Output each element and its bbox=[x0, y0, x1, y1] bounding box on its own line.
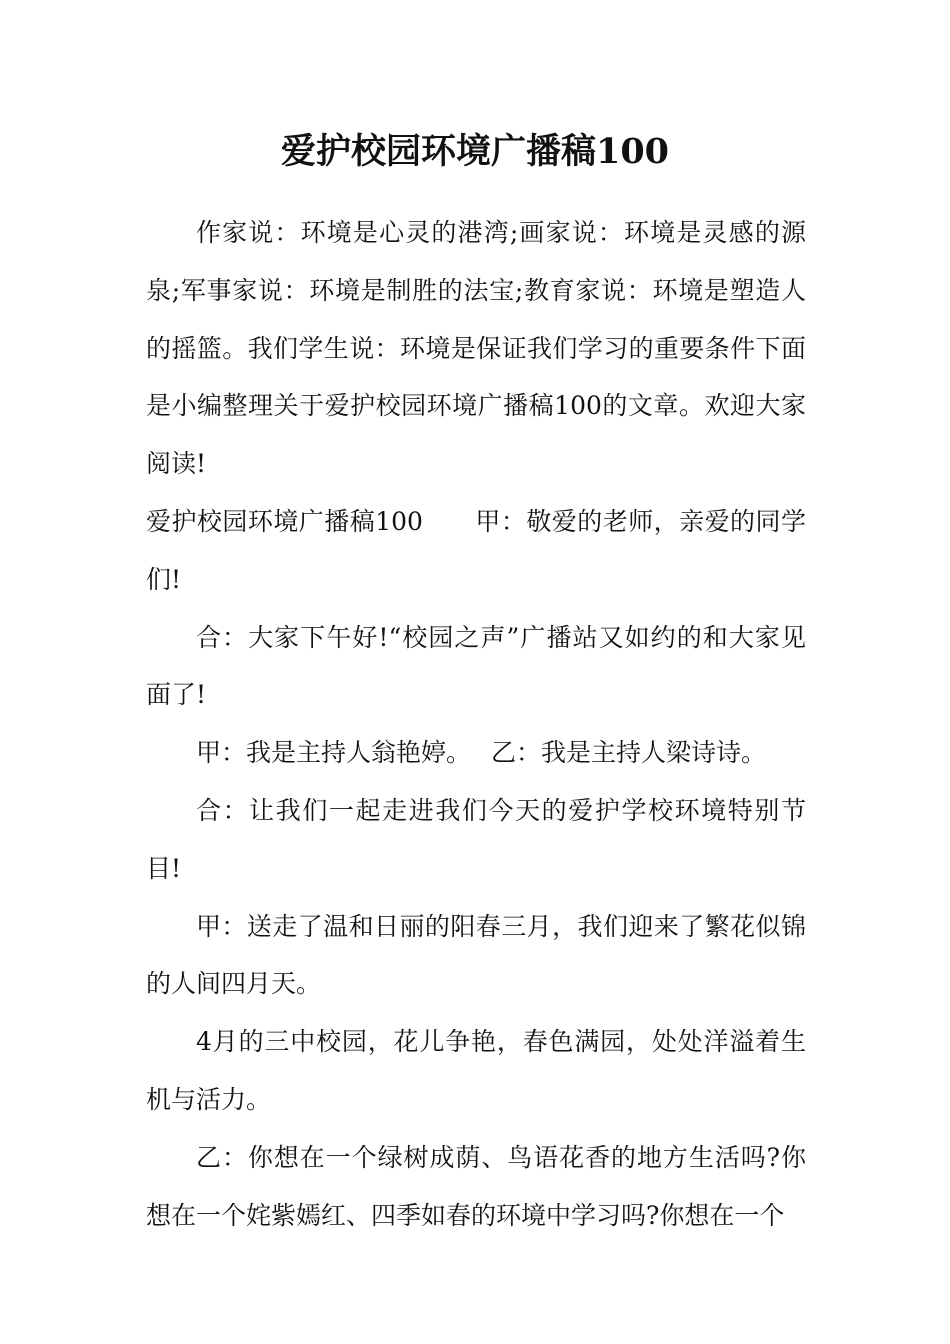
host-a-text: 甲：我是主持人翁艳婷。 bbox=[196, 738, 472, 768]
section-subheading: 爱护校园环境广播稿100 bbox=[146, 506, 423, 536]
paragraph-welcome: 合：大家下午好!“校园之声”广播站又如约的和大家见面了! bbox=[146, 622, 806, 710]
paragraph-questions: 乙：你想在一个绿树成荫、鸟语花香的地方生活吗?你想在一个姹紫嫣红、四季如春的环境中学习吗?你想在一个 bbox=[146, 1142, 806, 1230]
paragraph-spring: 甲：送走了温和日丽的阳春三月，我们迎来了繁花似锦的人间四月天。 bbox=[146, 911, 806, 999]
paragraph-heading-line bbox=[146, 493, 806, 609]
paragraph-program: 合：让我们一起走进我们今天的爱护学校环境特别节目! bbox=[146, 795, 806, 883]
paragraph-intro: 作家说：环境是心灵的港湾;画家说：环境是灵感的源泉;军事家说：环境是制胜的法宝;教育家说：环境是塑造人的摇篮。我们学生说：环境是保证我们学习的重要条件下面是小编整理关于爱护校园环境广播稿100的文章。欢迎大家阅读! bbox=[146, 218, 806, 479]
document-body bbox=[146, 204, 806, 1244]
paragraph-campus: 4月的三中校园，花儿争艳，春色满园，处处洋溢着生机与活力。 bbox=[146, 1027, 806, 1114]
document-title: 爱护校园环境广播稿100 bbox=[280, 131, 670, 172]
greeting-text: 甲：敬爱的老师，亲爱的同学们! bbox=[146, 506, 806, 594]
host-b-text: 乙：我是主持人梁诗诗。 bbox=[491, 738, 767, 768]
paragraph-hosts bbox=[146, 724, 806, 782]
